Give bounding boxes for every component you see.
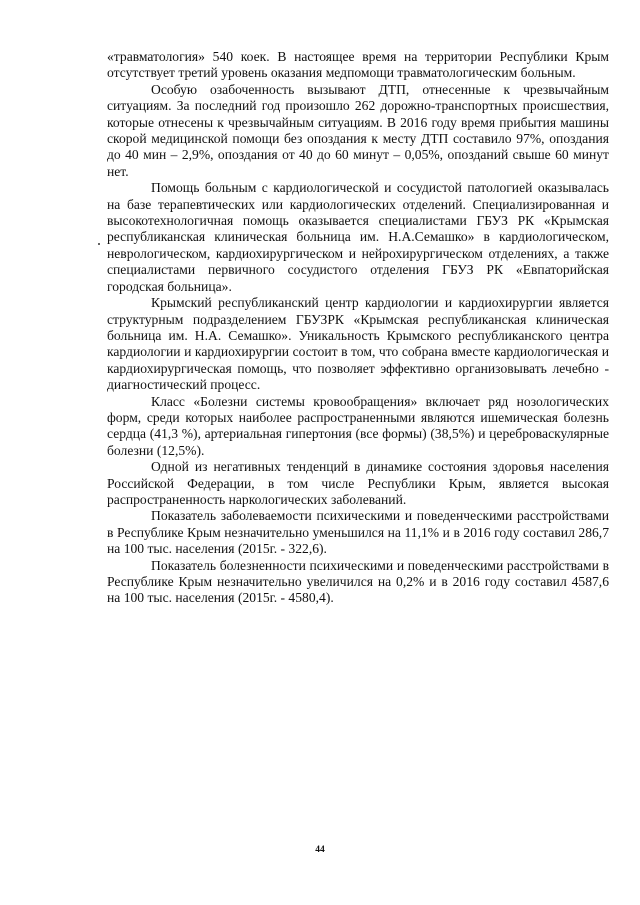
paragraph-mental-incidence: Показатель заболеваемости психическими и поведенческими расстройствами в Республике Крым незначительно уменьшился на 11,1% и в 2016 году составил 286,7 на 100 тыс. населения (2015г. - 322,6). [107,508,609,557]
paragraph-cardiology-care: Помощь больным с кардиологической и сосудистой патологией оказывалась на базе терапевтических или кардиологических отделений. Специализированная и высокотехнологичная помощь оказывается специалистами ГБУЗ РК «Крымская республиканская клиническая больница им. Н.А.Семашко» в кардиологическом, неврологическом, кардиохирургическом и нейрохирургическом отделениях, а также специалистами первичного сосудистого отделения ГБУЗ РК «Евпаторийская городская больница». [107,180,609,294]
paragraph-narcology-trend: Одной из негативных тенденций в динамике состояния здоровья населения Российской Федерации, в том числе Республики Крым, является высокая распространенность наркологических заболеваний. [107,459,609,507]
page-number: 44 [315,845,325,855]
paragraph-road-accidents: Особую озабоченность вызывают ДТП, отнесенные к чрезвычайным ситуациям. За последний год произошло 262 дорожно-транспортных происшествия, которые отнесены к чрезвычайным ситуациям. В 2016 году время прибытия машины скорой медицинской помощи без опоздания к месту ДТП составило 97%, опоздания до 40 мин – 2,9%, опоздания от 40 до 60 минут – 0,05%, опозданий свыше 60 минут нет. [107,81,609,179]
scan-speck [98,243,100,245]
paragraph-cardiology-center: Крымский республиканский центр кардиологии и кардиохирургии является структурным подразделением ГБУЗРК «Крымская республиканская клиническая больница им. Н.А. Семашко». Уникальность Крымского республиканского центра кардиологии и кардиохирургии состоит в том, что собрана вместе кардиологическая и кардиохирургическая помощь, что позволяет эффективно организовывать лечебно - диагностический процесс. [107,295,609,393]
body-text [107,49,609,607]
paragraph-mental-prevalence: Показатель болезненности психическими и поведенческими расстройствами в Республике Крым незначительно увеличился на 0,2% и в 2016 году составил 4587,6 на 100 тыс. населения (2015г. - 4580,4). [107,557,609,606]
paragraph-trauma-beds: «травматология» 540 коек. В настоящее время на территории Республики Крым отсутствует третий уровень оказания медпомощи травматологическим больным. [107,49,609,81]
paragraph-circulatory-diseases: Класс «Болезни системы кровообращения» включает ряд нозологических форм, среди которых наиболее распространенными являются ишемическая болезнь сердца (41,3 %), артериальная гипертония (все формы) (38,5%) и цереброваскулярные болезни (12,5%). [107,393,609,458]
